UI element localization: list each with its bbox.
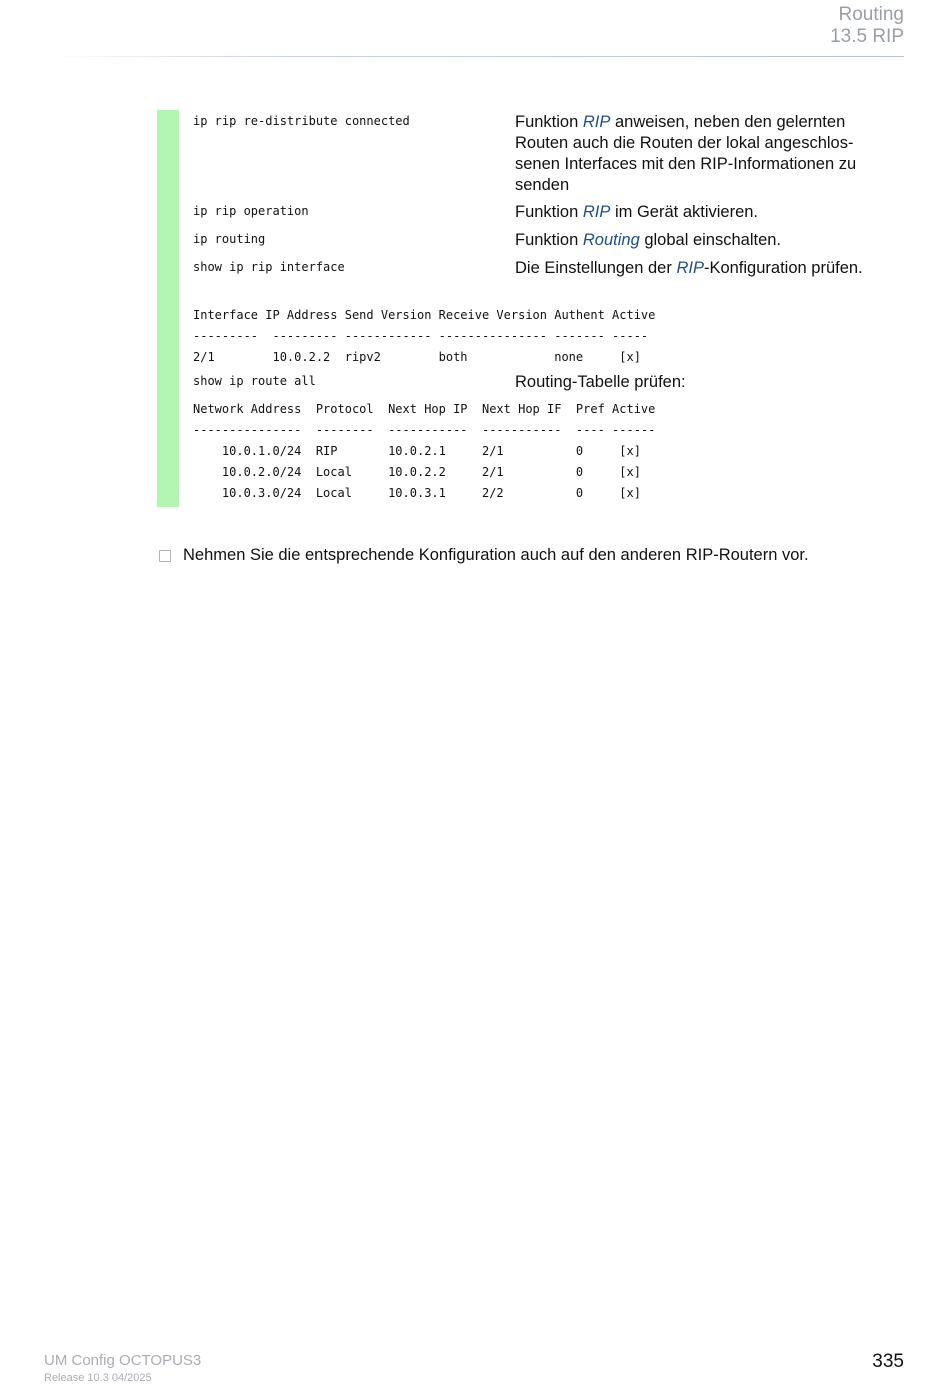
command-show-rip-interface: show ip rip interface	[193, 260, 345, 274]
command-rip-redistribute: ip rip re-distribute connected	[193, 114, 410, 128]
desc-line: senden	[515, 176, 570, 194]
footer-title: UM Config OCTOPUS3	[44, 1352, 202, 1369]
desc-text: Funktion	[515, 203, 583, 221]
desc-text: im Gerät aktivieren.	[610, 203, 759, 221]
desc-keyword: RIP	[582, 203, 611, 221]
description-show-ip-route-all: Routing-Tabelle prüfen:	[515, 373, 686, 391]
description-ip-routing	[515, 230, 781, 251]
route-output-row: 10.0.1.0/24 RIP 10.0.2.1 2/1 0 [x]	[193, 444, 641, 458]
desc-line: senen Interfaces mit den RIP-Informationen zu	[515, 155, 857, 173]
route-output-separator: --------------- -------- ----------- ----------- ---- ------	[193, 423, 656, 437]
desc-text: -Konfiguration prüfen.	[703, 259, 863, 277]
command-rip-operation: ip rip operation	[193, 204, 309, 218]
command-ip-routing: ip routing	[193, 232, 266, 246]
command-show-ip-route-all: show ip route all	[193, 374, 316, 388]
description-rip-operation	[515, 202, 758, 223]
route-output-row: 10.0.2.0/24 Local 10.0.2.2 2/1 0 [x]	[193, 465, 641, 479]
header-section: 13.5 RIP	[830, 26, 904, 47]
desc-text: Funktion	[515, 113, 583, 131]
route-output-header: Network Address Protocol Next Hop IP Next Hop IF Pref Active	[193, 402, 656, 416]
page-footer	[44, 1352, 201, 1385]
rip-interface-output-row: 2/1 10.0.2.2 ripv2 both none [x]	[193, 350, 641, 364]
desc-keyword: RIP	[582, 113, 611, 131]
instruction-block-marker	[157, 110, 179, 507]
desc-keyword: RIP	[676, 259, 704, 277]
desc-keyword: Routing	[582, 231, 640, 249]
desc-line: anweisen, neben den gelernten	[610, 113, 846, 131]
desc-line: Routen auch die Routen der lokal angeschlos-	[515, 134, 854, 152]
header-divider	[50, 56, 904, 57]
description-rip-redistribute	[515, 112, 856, 196]
checkbox-icon	[159, 550, 171, 562]
desc-text: global einschalten.	[639, 231, 782, 249]
page-header	[830, 4, 904, 48]
rip-interface-output-separator: --------- --------- ------------ --------------- ------- -----	[193, 329, 649, 343]
desc-text: Die Einstellungen der	[515, 259, 677, 277]
desc-text: Funktion	[515, 231, 583, 249]
final-step	[157, 545, 809, 566]
rip-interface-output-header: Interface IP Address Send Version Receive Version Authent Active	[193, 308, 656, 322]
page-number: 335	[872, 1351, 904, 1372]
footer-release: Release 10.3 04/2025	[44, 1372, 152, 1384]
description-show-rip-interface	[515, 258, 863, 279]
route-output-row: 10.0.3.0/24 Local 10.0.3.1 2/2 0 [x]	[193, 486, 641, 500]
header-chapter: Routing	[838, 4, 904, 25]
final-step-text: Nehmen Sie die entsprechende Konfiguration auch auf den anderen RIP-Routern vor.	[183, 546, 809, 564]
